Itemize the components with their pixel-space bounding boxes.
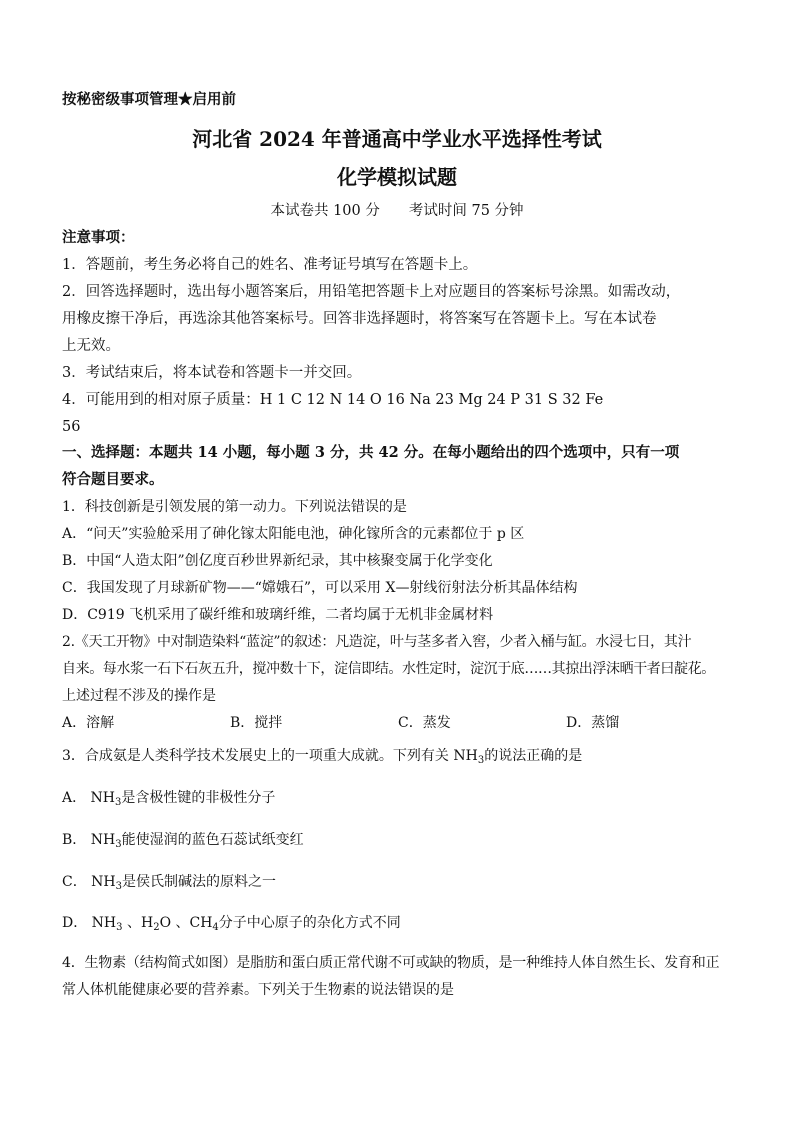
- q2-option-c: C．蒸发: [398, 715, 451, 731]
- q2-stem-line-3: 上述过程不涉及的操作是: [62, 688, 216, 704]
- q1-option-d: D．C919 飞机采用了碳纤维和玻璃纤维，二者均属于无机非金属材料: [62, 607, 494, 623]
- q1-option-b: B．中国“人造太阳”创亿度百秒世界新纪录，其中核聚变属于化学变化: [62, 553, 493, 569]
- q3-option-c: C． $NH_3$是侯氏制碱法的原料之一: [62, 874, 276, 892]
- note-2-line-1: 2．回答选择题时，选出每小题答案后，用铅笔把答题卡上对应题目的答案标号涂黑。如需改动，: [62, 284, 681, 300]
- q2-stem-line-2: 自来。每水浆一石下石灰五升，搅冲数十下，淀信即结。水性定时，淀沉于底……其掠出浮沫晒干者曰靛花。: [62, 661, 715, 677]
- q2-options: [62, 713, 619, 733]
- q3-option-b: B． $NH_3$能使湿润的蓝色石蕊试纸变红: [62, 832, 304, 850]
- q2-option-a: A．溶解: [62, 715, 115, 731]
- exam-title: 河北省 2024 年普通高中学业水平选择性考试: [192, 127, 602, 151]
- q2-option-d: D．蒸馏: [566, 715, 620, 731]
- q4-stem-line-2: 常人体机能健康必要的营养素。下列关于生物素的说法错误的是: [62, 982, 454, 998]
- secret-label: 按秘密级事项管理★启用前: [62, 91, 236, 108]
- exam-subtitle: 化学模拟试题: [337, 165, 457, 189]
- q1-option-a: A．“问天”实验舱采用了砷化镓太阳能电池，砷化镓所含的元素都位于 p 区: [62, 526, 525, 542]
- q3-option-a: A． $NH_3$是含极性键的非极性分子: [62, 790, 276, 808]
- q1-option-c: C．我国发现了月球新矿物——“嫦娥石”，可以采用 X—射线衍射法分析其晶体结构: [62, 580, 578, 596]
- exam-info: 本试卷共 100 分 考试时间 75 分钟: [270, 203, 524, 219]
- q2-stem-line-1: 2.《天工开物》中对制造染料“蓝淀”的叙述：凡造淀，叶与茎多者入窖，少者入桶与缸。水浸七日，其汁: [62, 634, 692, 650]
- note-4-line-2: 56: [62, 419, 81, 435]
- section-1-heading-line-2: 符合题目要求。: [62, 471, 164, 488]
- section-1-heading-line-1: 一、选择题：本题共 14 小题，每小题 3 分，共 42 分。在每小题给出的四个选项中，只有一项: [62, 444, 680, 461]
- q3-stem: 3．合成氨是人类科学技术发展史上的一项重大成就。下列有关 $NH_3$的说法正确的是: [62, 748, 583, 766]
- q4-stem-line-1: 4．生物素（结构简式如图）是脂肪和蛋白质正常代谢不可或缺的物质，是一种维持人体自然生长、发育和正: [62, 955, 720, 971]
- note-3: 3．考试结束后，将本试卷和答题卡一并交回。: [62, 365, 362, 381]
- q1-stem: 1．科技创新是引领发展的第一动力。下列说法错误的是: [62, 499, 407, 515]
- note-4-line-1: 4．可能用到的相对原子质量：H 1 C 12 N 14 O 16 Na 23 Mg 24 P 31 S 32 Fe: [62, 392, 604, 408]
- q2-option-b: B．搅拌: [230, 715, 283, 731]
- note-2-line-3: 上无效。: [62, 338, 120, 354]
- note-2-line-2: 用橡皮擦干净后，再选涂其他答案标号。回答非选择题时，将答案写在答题卡上。写在本试卷: [62, 311, 657, 327]
- note-1: 1．答题前，考生务必将自己的姓名、准考证号填写在答题卡上。: [62, 257, 478, 273]
- notes-heading: 注意事项：: [62, 229, 135, 246]
- q3-option-d: D． $NH_3$ 、$H_2O$ 、$CH_4$分子中心原子的杂化方式不同: [62, 915, 401, 933]
